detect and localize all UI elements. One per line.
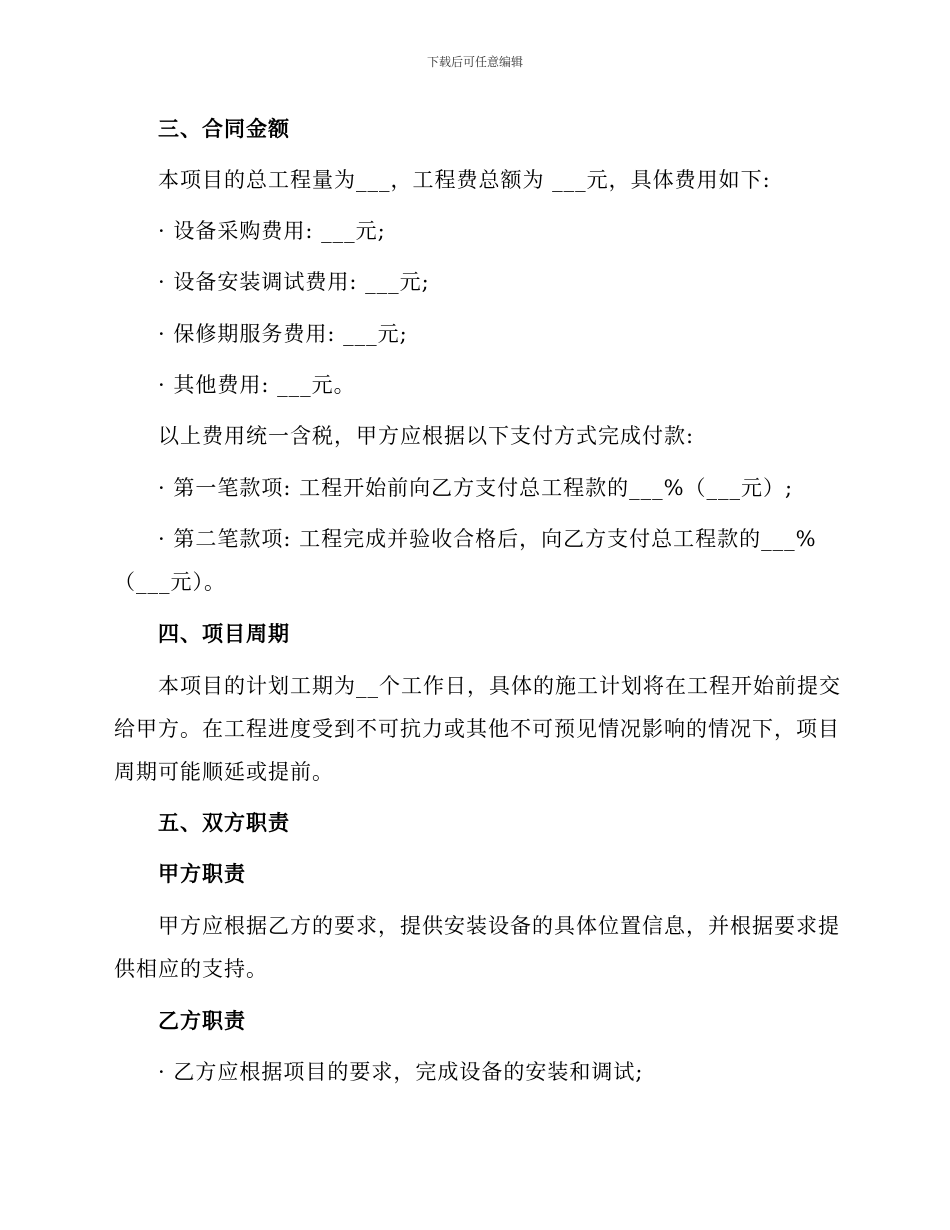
section-4-paragraph-line-1: 本项目的计划工期为__个工作日，具体的施工计划将在工程开始前提交 — [158, 674, 841, 698]
section-5-title: 五、双方职责 — [158, 810, 290, 835]
payment-item-first: · 第一笔款项: 工程开始前向乙方支付总工程款的___%（___元）; — [158, 476, 794, 500]
party-a-duties-title: 甲方职责 — [158, 861, 246, 886]
section-3-paragraph-2: 以上费用统一含税，甲方应根据以下支付方式完成付款: — [158, 424, 695, 448]
section-4-title: 四、项目周期 — [158, 621, 290, 646]
party-b-duties-title: 乙方职责 — [158, 1008, 246, 1033]
party-b-duty-item-1: · 乙方应根据项目的要求，完成设备的安装和调试; — [158, 1060, 644, 1084]
payment-item-second-line-1: · 第二笔款项: 工程完成并验收合格后，向乙方支付总工程款的___% — [158, 527, 817, 551]
section-3-paragraph-1: 本项目的总工程量为___，工程费总额为 ___元，具体费用如下: — [158, 168, 771, 192]
fee-item-warranty-service: · 保修期服务费用: ___元; — [158, 322, 408, 346]
page-header: 下载后可任意编辑 — [426, 55, 523, 69]
party-a-duties-line-2: 供相应的支持。 — [114, 957, 268, 981]
section-3-title: 三、合同金额 — [158, 116, 290, 141]
party-a-duties-line-1: 甲方应根据乙方的要求，提供安装设备的具体位置信息，并根据要求提 — [158, 914, 840, 938]
payment-item-second-line-2: （___元）。 — [114, 570, 226, 594]
section-4-paragraph-line-2: 给甲方。在工程进度受到不可抗力或其他不可预见情况影响的情况下，项目 — [114, 717, 840, 741]
fee-item-other: · 其他费用: ___元。 — [158, 373, 356, 397]
section-4-paragraph-line-3: 周期可能顺延或提前。 — [114, 760, 334, 784]
fee-item-equipment-purchase: · 设备采购费用: ___元; — [158, 219, 386, 243]
fee-item-installation: · 设备安装调试费用: ___元; — [158, 270, 430, 294]
